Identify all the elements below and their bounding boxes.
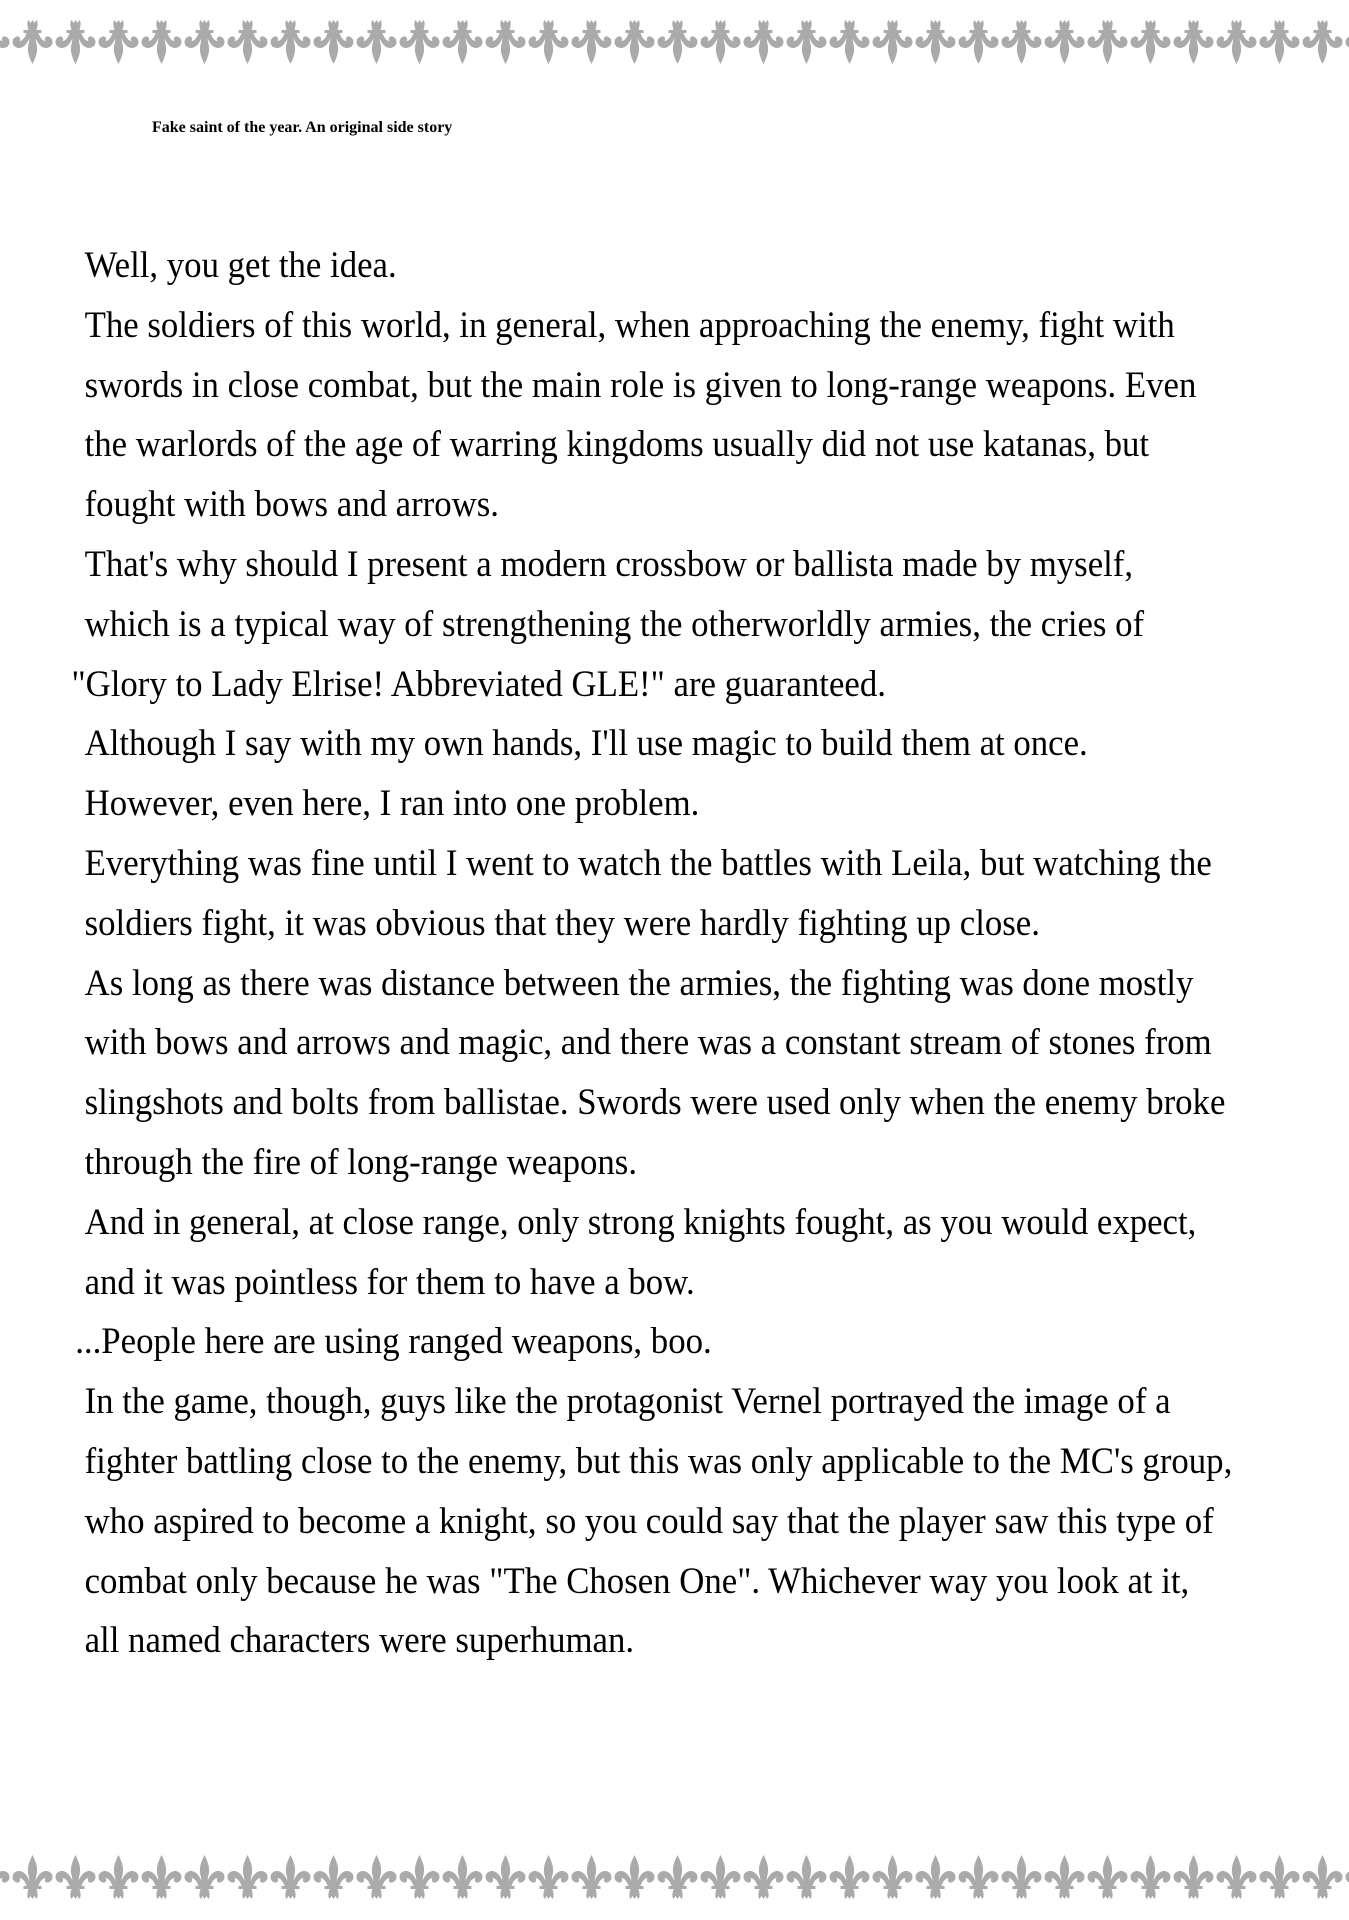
fleur-de-lis-icon bbox=[142, 1855, 182, 1899]
text-line: However, even here, I ran into one problem. bbox=[84, 783, 700, 825]
text-line: The soldiers of this world, in general, when approaching the enemy, fight with bbox=[84, 304, 1175, 346]
text-line: combat only because he was "The Chosen One". Whichever way you look at it, bbox=[84, 1560, 1190, 1602]
fleur-de-lis-icon bbox=[1045, 20, 1085, 64]
text-line: who aspired to become a knight, so you could say that the player saw this type of bbox=[84, 1500, 1214, 1542]
text-line: slingshots and bolts from ballistae. Swords were used only when the enemy broke bbox=[84, 1082, 1226, 1124]
fleur-de-lis-icon bbox=[99, 20, 139, 64]
fleur-de-lis-icon bbox=[744, 20, 784, 64]
fleur-de-lis-icon bbox=[56, 20, 96, 64]
fleur-de-lis-icon bbox=[314, 20, 354, 64]
fleur-de-lis-icon bbox=[1088, 1855, 1128, 1899]
fleur-de-lis-icon bbox=[400, 1855, 440, 1899]
fleur-de-lis-icon bbox=[572, 20, 612, 64]
fleur-de-lis-icon bbox=[357, 1855, 397, 1899]
fleur-de-lis-icon bbox=[1088, 20, 1128, 64]
text-line: Well, you get the idea. bbox=[84, 245, 397, 286]
text-line: the warlords of the age of warring kingdoms usually did not use katanas, but bbox=[84, 424, 1150, 466]
fleur-de-lis-icon bbox=[228, 20, 268, 64]
fleur-de-lis-icon bbox=[1131, 1855, 1171, 1899]
text-line: fought with bows and arrows. bbox=[84, 484, 500, 526]
fleur-de-lis-icon bbox=[314, 1855, 354, 1899]
fleur-de-lis-icon bbox=[13, 20, 53, 64]
top-ornamental-border bbox=[0, 19, 1349, 65]
fleur-de-lis-icon bbox=[400, 20, 440, 64]
fleur-de-lis-icon bbox=[1217, 1855, 1257, 1899]
fleur-de-lis-border-top-icon bbox=[0, 19, 1349, 65]
fleur-de-lis-icon bbox=[1002, 1855, 1042, 1899]
text-line: That's why should I present a modern crossbow or ballista made by myself, bbox=[84, 543, 1134, 585]
fleur-de-lis-icon bbox=[443, 1855, 483, 1899]
text-line: which is a typical way of strengthening the otherworldly armies, the cries of bbox=[84, 603, 1145, 645]
fleur-de-lis-icon bbox=[701, 1855, 741, 1899]
fleur-de-lis-icon bbox=[701, 20, 741, 64]
fleur-de-lis-icon bbox=[228, 1855, 268, 1899]
fleur-de-lis-icon bbox=[658, 1855, 698, 1899]
fleur-de-lis-icon bbox=[185, 1855, 225, 1899]
text-line: "Glory to Lady Elrise! Abbreviated GLE!" are guaranteed. bbox=[71, 663, 886, 705]
fleur-de-lis-icon bbox=[787, 20, 827, 64]
fleur-de-lis-icon bbox=[142, 20, 182, 64]
fleur-de-lis-icon bbox=[830, 1855, 870, 1899]
fleur-de-lis-icon bbox=[99, 1855, 139, 1899]
fleur-de-lis-icon bbox=[1174, 1855, 1214, 1899]
fleur-de-lis-icon bbox=[1002, 20, 1042, 64]
fleur-de-lis-border-bottom-icon bbox=[0, 1854, 1349, 1900]
fleur-de-lis-icon bbox=[830, 20, 870, 64]
text-line: As long as there was distance between the armies, the fighting was done mostly bbox=[84, 962, 1194, 1004]
fleur-de-lis-icon bbox=[959, 20, 999, 64]
fleur-de-lis-icon bbox=[1174, 20, 1214, 64]
fleur-de-lis-icon bbox=[1346, 20, 1349, 64]
fleur-de-lis-icon bbox=[1303, 20, 1343, 64]
fleur-de-lis-icon bbox=[1303, 1855, 1343, 1899]
fleur-de-lis-icon bbox=[873, 1855, 913, 1899]
text-line: with bows and arrows and magic, and there was a constant stream of stones from bbox=[84, 1022, 1212, 1064]
fleur-de-lis-icon bbox=[1131, 20, 1171, 64]
fleur-de-lis-icon bbox=[658, 20, 698, 64]
text-line: fighter battling close to the enemy, but this was only applicable to the MC's group, bbox=[84, 1440, 1233, 1482]
fleur-de-lis-icon bbox=[615, 20, 655, 64]
text-line: Although I say with my own hands, I'll use magic to build them at once. bbox=[84, 723, 1088, 765]
fleur-de-lis-icon bbox=[529, 1855, 569, 1899]
fleur-de-lis-icon bbox=[1217, 20, 1257, 64]
fleur-de-lis-icon bbox=[916, 1855, 956, 1899]
text-line: In the game, though, guys like the protagonist Vernel portrayed the image of a bbox=[84, 1381, 1171, 1423]
fleur-de-lis-icon bbox=[959, 1855, 999, 1899]
text-line: ...People here are using ranged weapons, boo. bbox=[75, 1321, 712, 1363]
text-line: and it was pointless for them to have a bow. bbox=[84, 1261, 695, 1303]
fleur-de-lis-icon bbox=[271, 1855, 311, 1899]
text-line: Everything was fine until I went to watch the battles with Leila, but watching the bbox=[84, 842, 1212, 884]
fleur-de-lis-icon bbox=[56, 1855, 96, 1899]
text-line: And in general, at close range, only strong knights fought, as you would expect, bbox=[84, 1201, 1197, 1243]
fleur-de-lis-icon bbox=[1346, 1855, 1349, 1899]
fleur-de-lis-icon bbox=[1260, 1855, 1300, 1899]
fleur-de-lis-icon bbox=[615, 1855, 655, 1899]
fleur-de-lis-icon bbox=[13, 1855, 53, 1899]
fleur-de-lis-icon bbox=[0, 1855, 10, 1899]
fleur-de-lis-icon bbox=[443, 20, 483, 64]
running-header: Fake saint of the year. An original side story bbox=[152, 119, 453, 136]
fleur-de-lis-icon bbox=[744, 1855, 784, 1899]
text-line: soldiers fight, it was obvious that they were hardly fighting up close. bbox=[84, 902, 1040, 944]
fleur-de-lis-icon bbox=[486, 20, 526, 64]
fleur-de-lis-icon bbox=[873, 20, 913, 64]
fleur-de-lis-icon bbox=[185, 20, 225, 64]
fleur-de-lis-icon bbox=[357, 20, 397, 64]
fleur-de-lis-icon bbox=[0, 20, 10, 64]
fleur-de-lis-icon bbox=[787, 1855, 827, 1899]
fleur-de-lis-icon bbox=[1045, 1855, 1085, 1899]
fleur-de-lis-icon bbox=[916, 20, 956, 64]
fleur-de-lis-icon bbox=[1260, 20, 1300, 64]
fleur-de-lis-icon bbox=[271, 20, 311, 64]
fleur-de-lis-icon bbox=[529, 20, 569, 64]
text-line: through the fire of long-range weapons. bbox=[84, 1141, 638, 1183]
text-line: all named characters were superhuman. bbox=[84, 1620, 635, 1662]
fleur-de-lis-icon bbox=[486, 1855, 526, 1899]
bottom-ornamental-border bbox=[0, 1854, 1349, 1900]
fleur-de-lis-icon bbox=[572, 1855, 612, 1899]
body-text bbox=[0, 236, 1349, 1671]
text-line: swords in close combat, but the main role is given to long-range weapons. Even bbox=[84, 364, 1197, 406]
